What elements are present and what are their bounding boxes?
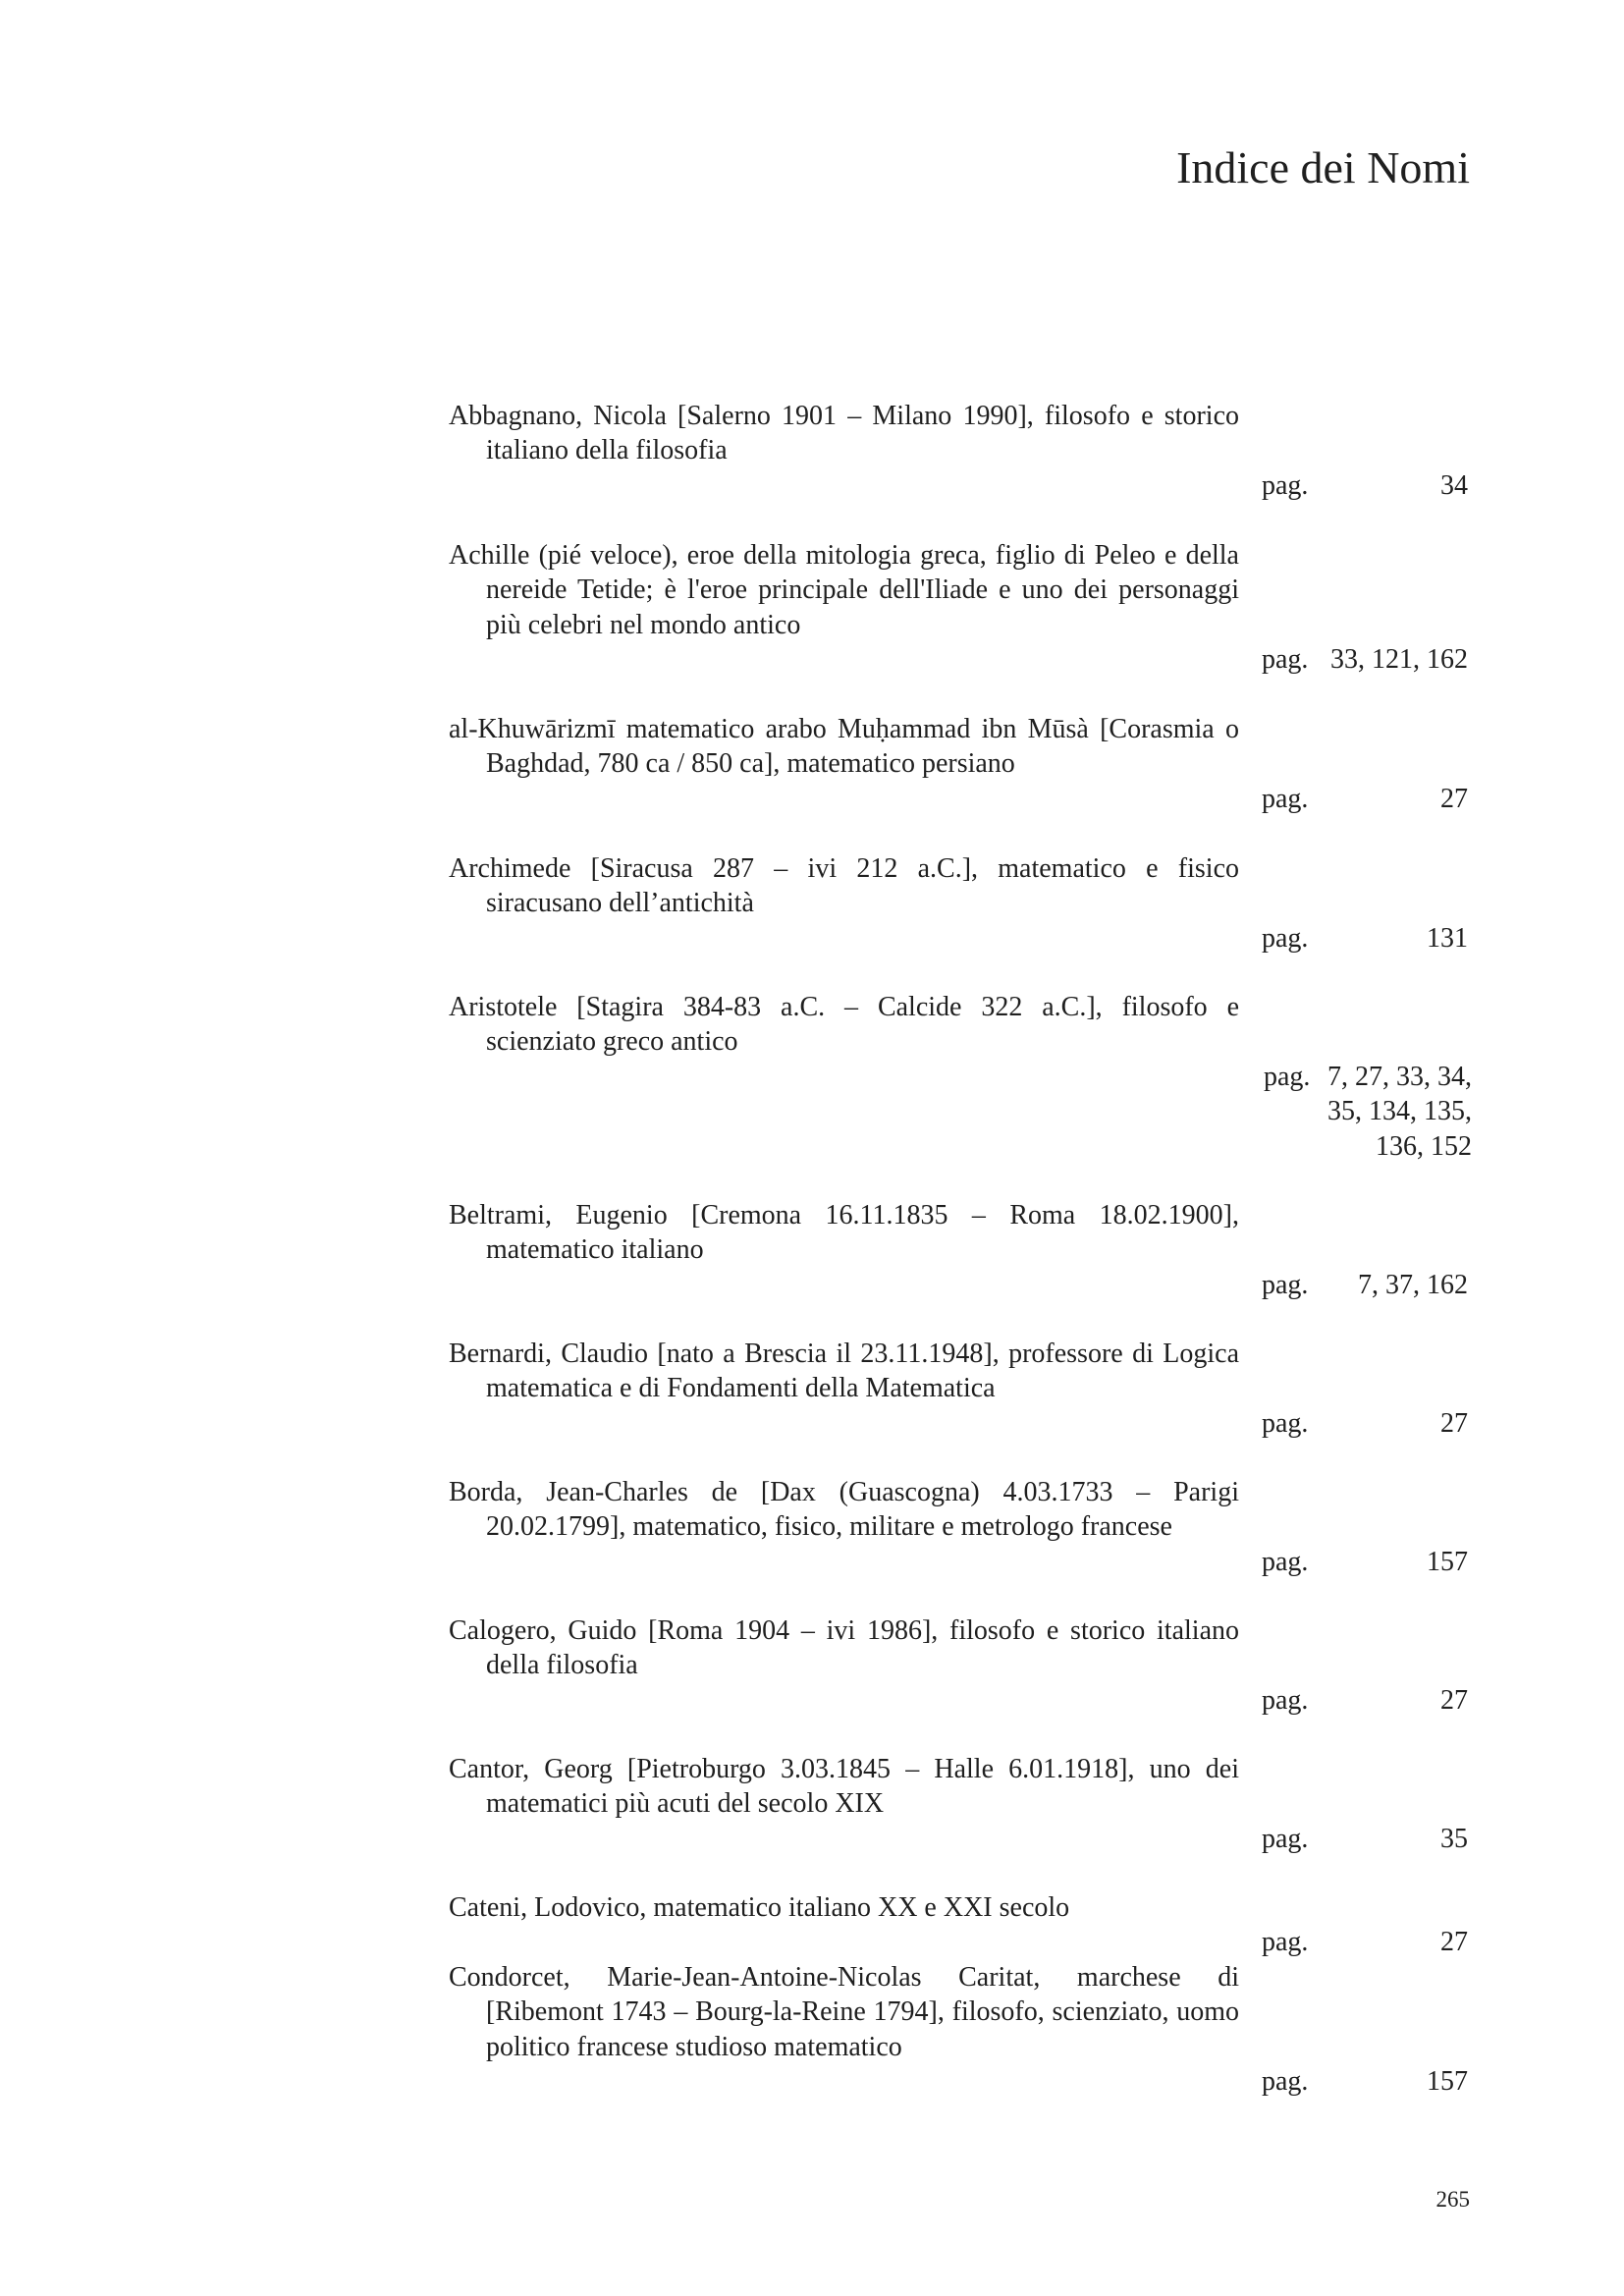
entry-page-refs [1262,921,1468,956]
entry-description: Cantor, Georg [Pietroburgo 3.03.1845 – Halle 6.01.1918], uno dei matematici più acuti del secolo XIX [449,1754,1239,1820]
page-numbers: 27 [1440,783,1468,814]
index-entry [449,1752,1470,1890]
entry-page-refs [1262,1925,1468,1959]
entry-description: Condorcet, Marie-Jean-Antoine-Nicolas Caritat, marchese di [Ribemont 1743 – Bourg-la-Reine 1794], filosofo, scienziato, uomo politico francese studioso matematico [449,1962,1239,2062]
page-numbers: 7, 37, 162 [1358,1269,1468,1300]
index-entry [449,1198,1470,1337]
page-numbers: 131 [1427,922,1468,954]
page-numbers: 27 [1440,1407,1468,1439]
index-entry [449,990,1470,1198]
page-numbers: 35 [1440,1823,1468,1854]
pag-label: pag. [1262,1823,1309,1854]
pag-label: pag. [1262,922,1309,954]
pag-label: pag. [1262,1269,1309,1300]
page-number: 265 [1435,2187,1470,2212]
page-numbers: 27 [1440,1927,1468,1958]
page-numbers: 7, 27, 33, 34, 35, 134, 135, 136, 152 [1327,1061,1472,1162]
index-entry [449,1613,1470,1752]
page-numbers: 157 [1427,1546,1468,1577]
pag-label: pag. [1262,1546,1309,1577]
pag-label: pag. [1262,1927,1309,1958]
entry-page-refs [1262,1683,1468,1718]
index-entry [449,538,1470,712]
entry-page-refs [1262,1822,1468,1856]
entry-description: Abbagnano, Nicola [Salerno 1901 – Milano 1990], filosofo e storico italiano della filosofia [449,401,1239,466]
index-entry [449,1960,1470,2100]
pag-label: pag. [1262,1407,1309,1439]
entry-description: Bernardi, Claudio [nato a Brescia il 23.11.1948], professore di Logica matematica e di Fondamenti della Matematica [449,1339,1239,1404]
index-entry [449,851,1470,990]
pag-label: pag. [1262,469,1309,501]
entry-description: Aristotele [Stagira 384-83 a.C. – Calcide 322 a.C.], filosofo e scienziato greco antico [449,992,1239,1058]
page-numbers: 34 [1440,469,1468,501]
entry-page-refs [1262,782,1468,816]
index-entry [449,399,1470,538]
entry-description: Calogero, Guido [Roma 1904 – ivi 1986], filosofo e storico italiano della filosofia [449,1615,1239,1681]
page-numbers: 27 [1440,1684,1468,1716]
pag-label: pag. [1262,783,1309,814]
page-title: Indice dei Nomi [1176,142,1470,192]
index-entry [449,712,1470,851]
entry-page-refs [1262,642,1468,677]
entry-description: Borda, Jean-Charles de [Dax (Guascogna) 4.03.1733 – Parigi 20.02.1799], matematico, fisico, militare e metrologo francese [449,1477,1239,1543]
index-entry [449,1475,1470,1613]
entry-description: al-Khuwārizmī matematico arabo Muḥammad ibn Mūsà [Corasmia o Baghdad, 780 ca / 850 ca], matematico persiano [449,714,1239,780]
page-numbers: 33, 121, 162 [1330,644,1468,676]
entry-page-refs [1262,1268,1468,1302]
name-index-list [449,399,1470,2100]
index-entry [449,1890,1470,1960]
entry-description: Cateni, Lodovico, matematico italiano XX e XXI secolo [449,1892,1070,1923]
entry-page-refs [1264,1060,1472,1164]
pag-label: pag. [1262,1684,1309,1716]
pag-label: pag. [1262,2066,1309,2098]
entry-description: Beltrami, Eugenio [Cremona 16.11.1835 – Roma 18.02.1900], matematico italiano [449,1200,1239,1266]
entry-page-refs [1262,1545,1468,1579]
pag-label: pag. [1264,1061,1311,1092]
pag-label: pag. [1262,644,1309,676]
page-numbers: 157 [1427,2066,1468,2098]
entry-page-refs [1262,468,1468,503]
entry-page-refs [1262,2064,1468,2099]
index-entry [449,1337,1470,1475]
entry-description: Archimede [Siracusa 287 – ivi 212 a.C.], matematico e fisico siracusano dell’antichità [449,853,1239,919]
entry-page-refs [1262,1406,1468,1441]
entry-description: Achille (pié veloce), eroe della mitologia greca, figlio di Peleo e della nereide Tetide; è l'eroe principale dell'Iliade e uno dei personaggi più celebri nel mondo antico [449,540,1239,640]
